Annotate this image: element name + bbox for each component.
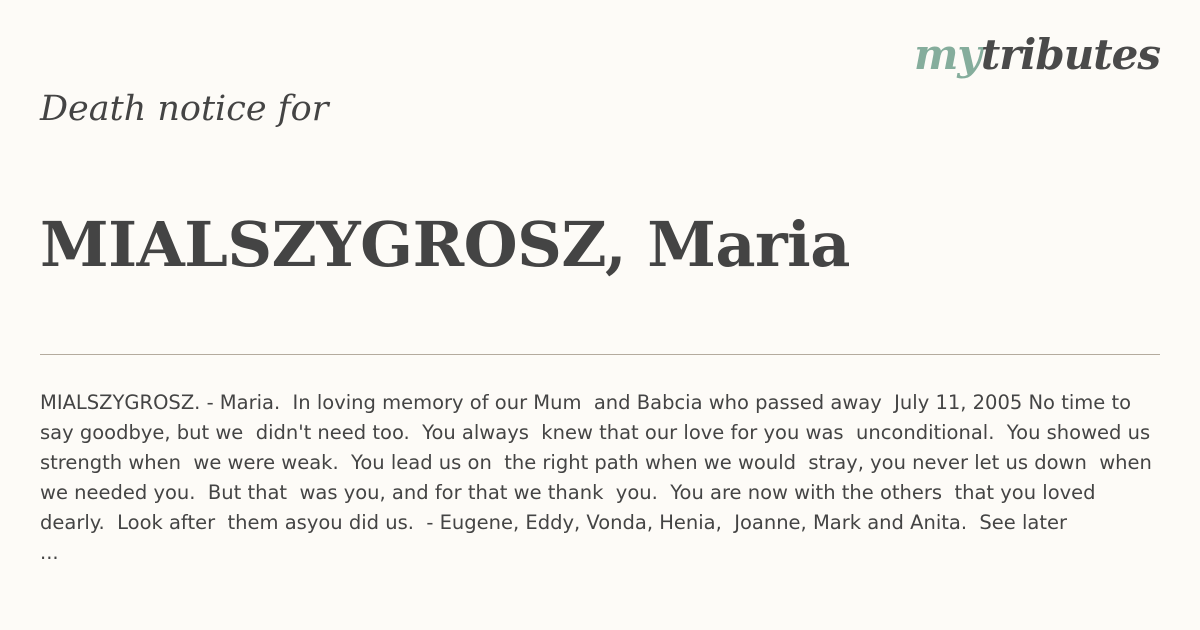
divider: [40, 354, 1160, 355]
mytributes-logo[interactable]: [913, 30, 1160, 79]
notice-body: MIALSZYGROSZ. - Maria. In loving memory of our Mum and Babcia who passed away July 11, 2005 No time to say goodbye, but we didn't need too. You always knew that our love for you was unconditional. You showed us strength when we were weak. You lead us on the right path when we would stray, you never let us down when we needed you. But that was you, and for that we thank you. You are now with the others that you loved dearly. Look after them asyou did us. - Eugene, Eddy, Vonda, Henia, Joanne, Mark and Anita. See later ...: [40, 391, 1152, 564]
notice-heading: Death notice for: [40, 89, 329, 129]
logo-prefix: my: [913, 30, 981, 79]
deceased-name: MIALSZYGROSZ, Maria: [40, 208, 850, 281]
logo-suffix: tributes: [980, 30, 1160, 79]
